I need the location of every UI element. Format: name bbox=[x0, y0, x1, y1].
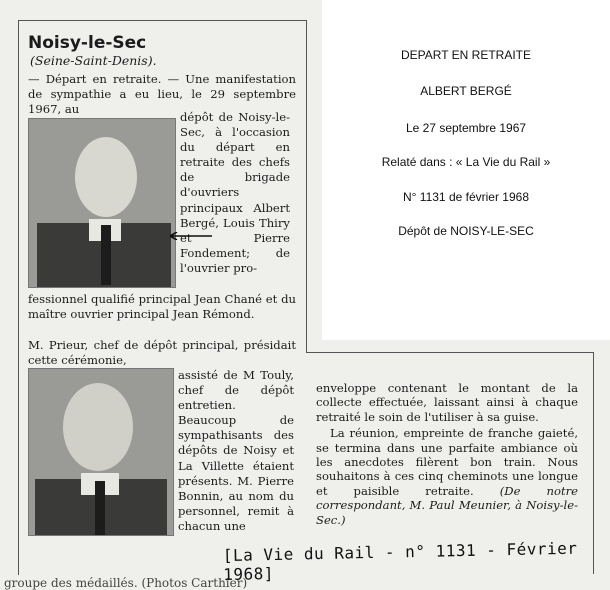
info-line-issue: N° 1131 de février 1968 bbox=[403, 190, 529, 204]
article-text-beside-photo-1: dépôt de Noisy-le-Sec, à l'occasion du départ en retraite des chefs de brigade d'ouvriers principaux Albert Bergé, Louis Thiry et Pierre Fondement; de l'ouvrier pro- bbox=[180, 110, 290, 275]
article-headline: Noisy-le-Sec bbox=[28, 33, 147, 53]
border-left bbox=[18, 20, 19, 575]
cropped-photo-caption: groupe des médaillés. (Photos Carthier) bbox=[4, 576, 248, 590]
article-text-below-photo-1: fessionnel qualifié principal Jean Chané et du maître ouvrier principal Jean Rémond. bbox=[28, 292, 296, 322]
handwritten-reference-note: [La Vie du Rail - n° 1131 - Février 1968] bbox=[222, 538, 578, 585]
border-middle-horizontal bbox=[306, 352, 593, 353]
pen-arrow-mark bbox=[168, 232, 214, 240]
article-text-beside-photo-2: assisté de M Touly, chef de dépôt entretien. Beaucoup de sympathisants des dépôts de Noisy et La Villette étaient présents. M. Pierre Bonnin, au nom du personnel, remit à chacun une bbox=[178, 368, 294, 533]
article-intro: — Départ en retraite. — Une manifestation de sympathie a eu lieu, le 29 septembre 1967, au bbox=[28, 72, 296, 117]
info-panel bbox=[322, 0, 610, 340]
correspondent-credit: (De notre correspondant, M. Paul Meunier, à Noisy-le-Sec.) bbox=[316, 483, 579, 527]
border-middle-vertical bbox=[306, 20, 307, 353]
article-right-column bbox=[316, 381, 578, 529]
right-column-paragraph-2 bbox=[316, 426, 578, 527]
portrait-photo-m-prieur bbox=[28, 368, 174, 536]
right-column-paragraph-2-text: La réunion, empreinte de franche gaieté, se termina dans une parfaite ambiance où les anecdotes filèrent bon train. Nous souhaitons à ces cinq cheminots une longue et paisible retraite. bbox=[316, 426, 578, 498]
info-line-source: Relaté dans : « La Vie du Rail » bbox=[381, 155, 551, 169]
info-line-depot: Dépôt de NOISY-LE-SEC bbox=[398, 224, 534, 238]
info-line-title: DEPART EN RETRAITE bbox=[400, 48, 532, 62]
info-line-name: ALBERT BERGÉ bbox=[420, 84, 512, 98]
portrait-photo-albert-berge bbox=[28, 118, 176, 288]
right-column-paragraph-1: enveloppe contenant le montant de la collecte effectuée, laissant ainsi à chaque retraité le soin de l'utiliser à sa guise. bbox=[316, 381, 578, 424]
border-top bbox=[18, 20, 306, 21]
article-paragraph-2: M. Prieur, chef de dépôt principal, présidait cette cérémonie, bbox=[28, 338, 296, 368]
info-line-date: Le 27 septembre 1967 bbox=[405, 121, 527, 135]
article-subheadline: (Seine-Saint-Denis). bbox=[30, 53, 157, 68]
